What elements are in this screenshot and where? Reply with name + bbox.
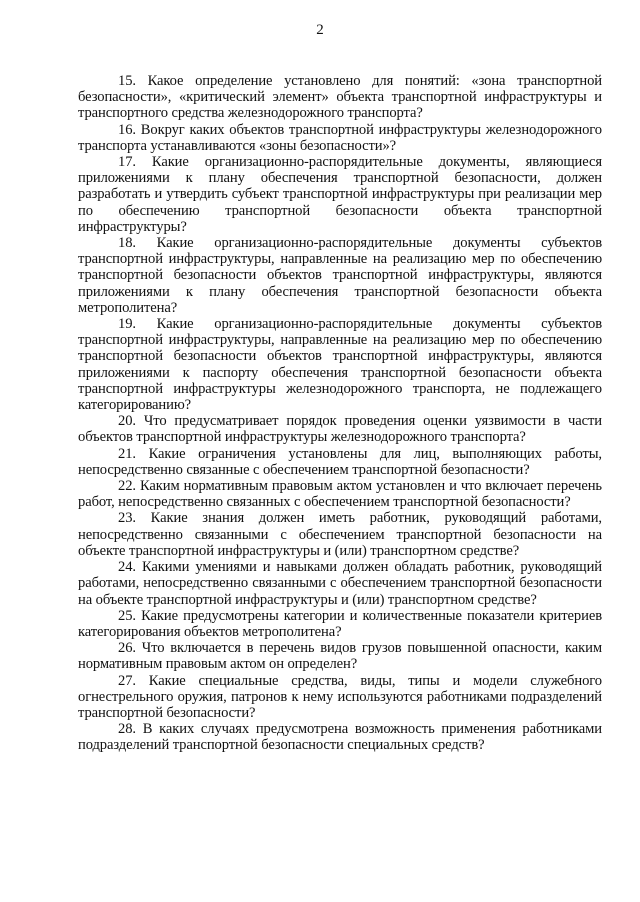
question-number: 22.: [118, 478, 136, 495]
question-number: 16.: [118, 121, 136, 138]
question-item: [78, 446, 602, 478]
question-list: [78, 73, 602, 754]
question-text: Какие организационно-распорядительные документы субъектов транспортной инфраструктуры, направленные на реализацию мер по обеспечению транспортной безопасности объектов транспортной инфраструктуры, являются приложениями к плану обеспечения транспортной безопасности объекта метрополитена?: [78, 235, 602, 316]
question-item: [78, 721, 602, 753]
question-item: [78, 122, 602, 154]
question-text: Каким нормативным правовым актом установлен и что включает перечень работ, непосредственно связанных с обеспечением транспортной безопасности?: [78, 478, 602, 511]
question-text: Вокруг каких объектов транспортной инфраструктуры железнодорожного транспорта устанавливаются «зоны безопасности»?: [78, 121, 602, 154]
question-item: [78, 510, 602, 559]
question-number: 15.: [118, 73, 136, 89]
question-item: [78, 73, 602, 122]
question-number: 26.: [118, 640, 136, 657]
question-text: Какими умениями и навыками должен обладать работник, руководящий работами, непосредственно связанными с обеспечением транспортной безопасности на объекте транспортной инфраструктуры и (или) транспортном средстве?: [78, 559, 602, 608]
question-item: [78, 640, 602, 672]
question-number: 17.: [118, 154, 136, 171]
question-item: [78, 608, 602, 640]
question-number: 23.: [118, 510, 136, 527]
question-item: [78, 154, 602, 235]
question-number: 24.: [118, 559, 136, 576]
question-text: Что предусматривает порядок проведения оценки уязвимости в части объектов транспортной инфраструктуры железнодорожного транспорта?: [78, 413, 602, 446]
question-number: 20.: [118, 413, 136, 430]
question-text: Какие организационно-распорядительные документы субъектов транспортной инфраструктуры, направленные на реализацию мер по обеспечению транспортной безопасности объектов транспортной инфраструктуры, являются приложениями к паспорту обеспечения транспортной безопасности объекта транспортной инфраструктуры железнодорожного транспорта, не подлежащего категорированию?: [78, 316, 602, 414]
question-text: Какие ограничения установлены для лиц, выполняющих работы, непосредственно связанные с обеспечением транспортной безопасности?: [78, 445, 602, 478]
question-item: [78, 559, 602, 608]
question-text: В каких случаях предусмотрена возможность применения работниками подразделений транспортной безопасности специальных средств?: [78, 721, 602, 754]
question-item: [78, 413, 602, 445]
question-number: 18.: [118, 235, 136, 252]
page-number: 2: [316, 22, 324, 38]
question-item: [78, 235, 602, 316]
question-item: [78, 478, 602, 510]
question-item: [78, 316, 602, 413]
question-text: Какие организационно-распорядительные документы, являющиеся приложениями к плану обеспечения транспортной безопасности, должен разработать и утвердить субъект транспортной инфраструктуры при реализации мер по обеспечению транспортной безопасности объекта транспортной инфраструктуры?: [78, 154, 602, 235]
question-text: Какие знания должен иметь работник, руководящий работами, непосредственно связанными с обеспечением транспортной безопасности на объекте транспортной инфраструктуры и (или) транспортном средстве?: [78, 510, 602, 559]
question-number: 25.: [118, 607, 136, 624]
question-item: [78, 673, 602, 722]
question-number: 19.: [118, 316, 136, 333]
question-text: Что включается в перечень видов грузов повышенной опасности, каким нормативным правовым актом он определен?: [78, 640, 602, 673]
question-text: Какие специальные средства, виды, типы и модели служебного огнестрельного оружия, патронов к нему используются работниками подразделений транспортной безопасности?: [78, 672, 602, 721]
question-text: Какое определение установлено для понятий: «зона транспортной безопасности», «критический элемент» объекта транспортной инфраструктуры и транспортного средства железнодорожного транспорта?: [78, 73, 602, 122]
question-number: 21.: [118, 445, 136, 462]
question-text: Какие предусмотрены категории и количественные показатели критериев категорирования объектов метрополитена?: [78, 607, 602, 640]
question-number: 27.: [118, 672, 136, 689]
question-number: 28.: [118, 721, 136, 738]
